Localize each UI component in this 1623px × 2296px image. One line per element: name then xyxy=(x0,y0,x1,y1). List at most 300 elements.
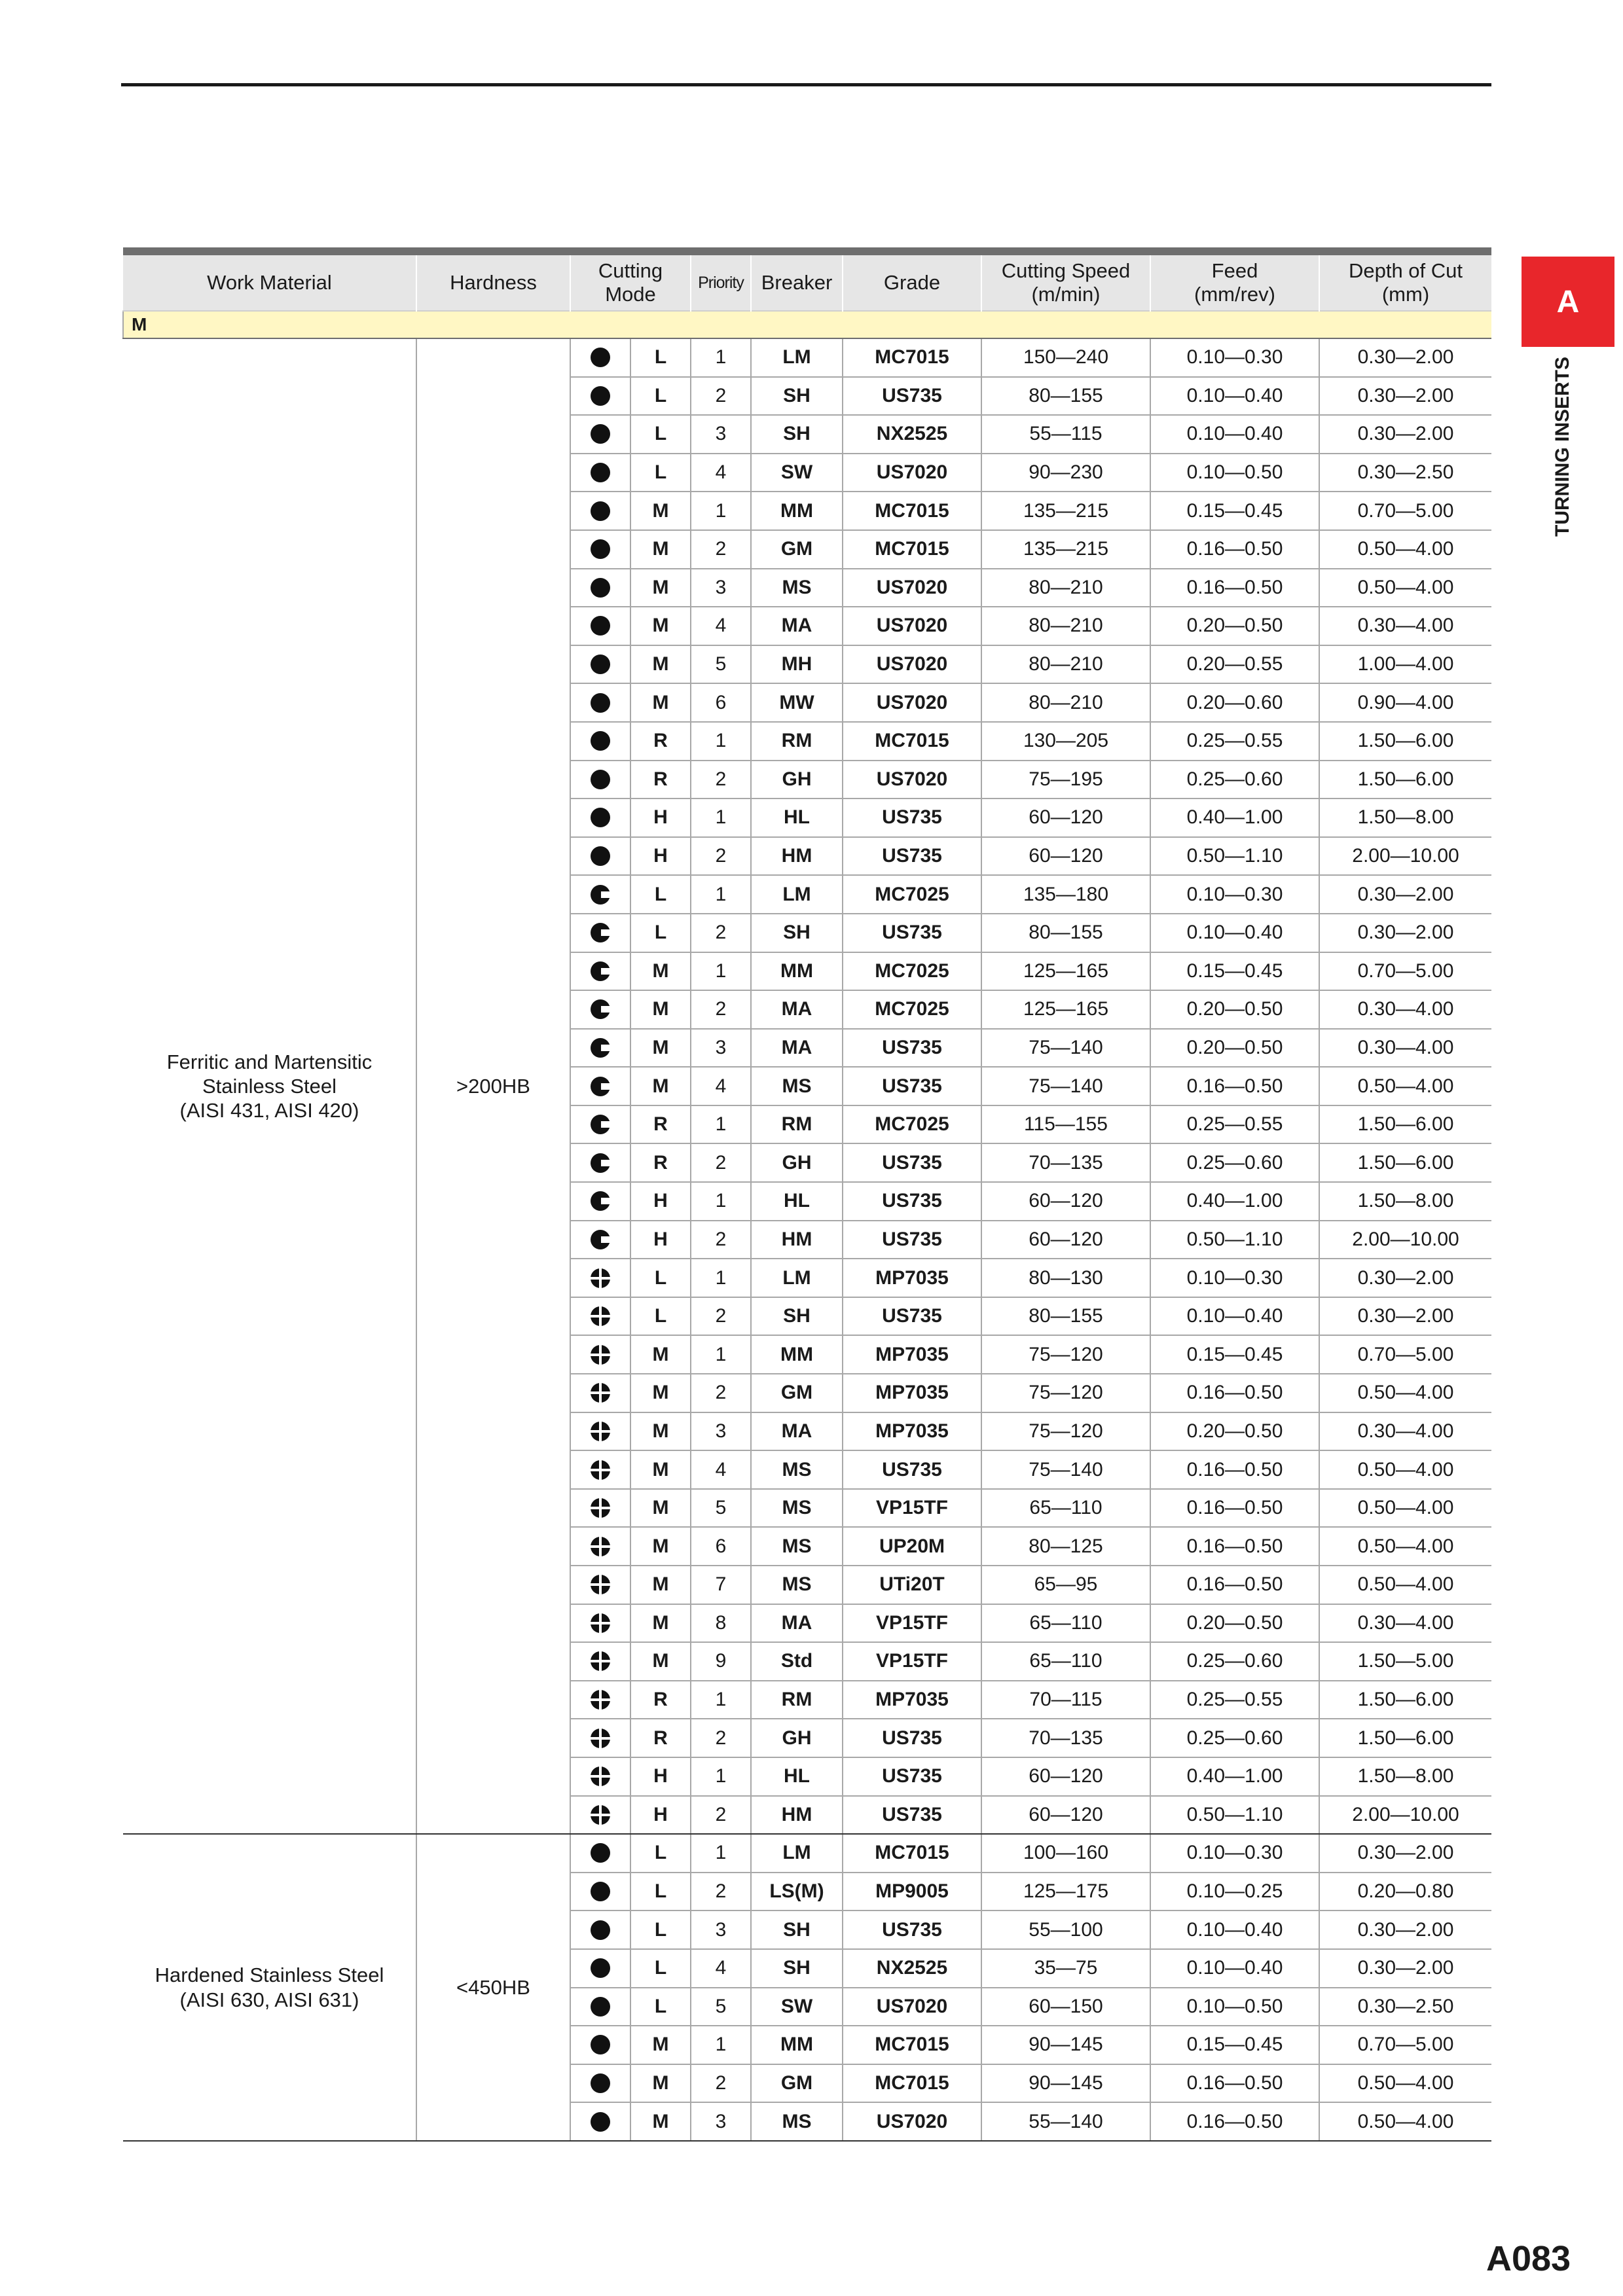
table-row xyxy=(123,338,1491,377)
solid-circle-icon xyxy=(570,607,630,645)
solid-circle-icon xyxy=(589,730,611,752)
mode-letter-cell: M xyxy=(630,530,691,569)
solid-circle-icon xyxy=(589,385,611,407)
header-feed-line2: (mm/rev) xyxy=(1194,283,1275,306)
solid-circle-icon xyxy=(589,500,611,522)
solid-circle-icon xyxy=(570,722,630,761)
cutting-speed-cell: 55—115 xyxy=(981,415,1150,454)
grade-cell: US735 xyxy=(843,1143,981,1182)
depth-of-cut-cell: 1.50—6.00 xyxy=(1319,1143,1491,1182)
feed-cell: 0.10—0.40 xyxy=(1150,377,1319,416)
grade-cell: US7020 xyxy=(843,2102,981,2141)
breaker-cell: SH xyxy=(751,415,843,454)
cross-circle-icon xyxy=(570,1796,630,1835)
hardness-cell: >200HB xyxy=(416,338,570,1834)
cross-circle-icon xyxy=(589,1765,611,1787)
feed-cell: 0.25—0.55 xyxy=(1150,1681,1319,1719)
notched-circle-icon xyxy=(589,960,611,982)
solid-circle-icon xyxy=(570,761,630,799)
depth-of-cut-cell: 1.50—6.00 xyxy=(1319,1105,1491,1144)
notched-circle-icon xyxy=(570,1143,630,1182)
grade-cell: MP7035 xyxy=(843,1374,981,1412)
depth-of-cut-cell: 0.30—2.50 xyxy=(1319,1988,1491,2026)
mode-letter-cell: M xyxy=(630,569,691,607)
depth-of-cut-cell: 0.50—4.00 xyxy=(1319,530,1491,569)
grade-cell: MC7025 xyxy=(843,990,981,1029)
priority-cell: 1 xyxy=(691,875,751,914)
breaker-cell: RM xyxy=(751,1105,843,1144)
depth-of-cut-cell: 0.30—4.00 xyxy=(1319,1029,1491,1067)
solid-circle-icon xyxy=(570,798,630,837)
breaker-cell: HL xyxy=(751,1182,843,1221)
grade-cell: US735 xyxy=(843,1450,981,1489)
grade-cell: MC7025 xyxy=(843,1105,981,1144)
cross-circle-icon xyxy=(589,1573,611,1596)
breaker-cell: SH xyxy=(751,377,843,416)
cutting-speed-cell: 80—210 xyxy=(981,645,1150,684)
grade-cell: MP7035 xyxy=(843,1681,981,1719)
header-cap-bar xyxy=(123,247,1491,255)
section-label: TURNING INSERTS xyxy=(1552,356,1573,537)
hardness-cell: <450HB xyxy=(416,1834,570,2141)
cross-circle-icon xyxy=(570,1297,630,1336)
cross-circle-icon xyxy=(570,1412,630,1451)
cross-circle-icon xyxy=(589,1535,611,1558)
cutting-speed-cell: 65—95 xyxy=(981,1566,1150,1604)
mode-letter-cell: M xyxy=(630,1642,691,1681)
priority-cell: 2 xyxy=(691,377,751,416)
depth-of-cut-cell: 0.50—4.00 xyxy=(1319,2064,1491,2103)
grade-cell: MC7015 xyxy=(843,722,981,761)
feed-cell: 0.20—0.50 xyxy=(1150,1604,1319,1643)
mode-letter-cell: R xyxy=(630,1105,691,1144)
cutting-speed-cell: 90—145 xyxy=(981,2026,1150,2064)
grade-cell: MC7015 xyxy=(843,2064,981,2103)
breaker-cell: MS xyxy=(751,1067,843,1105)
breaker-cell: GM xyxy=(751,2064,843,2103)
cross-circle-icon xyxy=(570,1757,630,1796)
breaker-cell: LM xyxy=(751,1834,843,1873)
mode-letter-cell: L xyxy=(630,377,691,416)
solid-circle-icon xyxy=(589,2072,611,2094)
header-speed-line1: Cutting Speed xyxy=(1001,259,1131,283)
cutting-speed-cell: 55—100 xyxy=(981,1910,1150,1949)
feed-cell: 0.20—0.50 xyxy=(1150,1412,1319,1451)
mode-letter-cell: M xyxy=(630,645,691,684)
priority-cell: 1 xyxy=(691,798,751,837)
feed-cell: 0.40—1.00 xyxy=(1150,1757,1319,1796)
solid-circle-icon xyxy=(570,415,630,454)
notched-circle-icon xyxy=(589,1229,611,1251)
depth-of-cut-cell: 0.30—2.00 xyxy=(1319,1259,1491,1297)
feed-cell: 0.10—0.50 xyxy=(1150,454,1319,492)
breaker-cell: SH xyxy=(751,1910,843,1949)
grade-cell: MC7025 xyxy=(843,952,981,991)
depth-of-cut-cell: 0.30—2.00 xyxy=(1319,377,1491,416)
cutting-speed-cell: 70—135 xyxy=(981,1719,1150,1757)
cross-circle-icon xyxy=(589,1382,611,1404)
notched-circle-icon xyxy=(589,1190,611,1212)
priority-cell: 2 xyxy=(691,1796,751,1835)
feed-cell: 0.25—0.60 xyxy=(1150,1143,1319,1182)
section-tab xyxy=(1522,257,1614,347)
priority-cell: 9 xyxy=(691,1642,751,1681)
cutting-speed-cell: 75—120 xyxy=(981,1335,1150,1374)
depth-of-cut-cell: 0.20—0.80 xyxy=(1319,1873,1491,1911)
mode-letter-cell: M xyxy=(630,1067,691,1105)
solid-circle-icon xyxy=(589,692,611,714)
priority-cell: 2 xyxy=(691,761,751,799)
notched-circle-icon xyxy=(589,1037,611,1059)
cutting-speed-cell: 55—140 xyxy=(981,2102,1150,2141)
depth-of-cut-cell: 0.30—2.00 xyxy=(1319,338,1491,377)
depth-of-cut-cell: 0.50—4.00 xyxy=(1319,1374,1491,1412)
feed-cell: 0.20—0.50 xyxy=(1150,607,1319,645)
mode-letter-cell: H xyxy=(630,837,691,876)
priority-cell: 1 xyxy=(691,1757,751,1796)
cutting-speed-cell: 90—145 xyxy=(981,2064,1150,2103)
group-row xyxy=(123,311,1491,338)
notched-circle-icon xyxy=(570,1221,630,1259)
depth-of-cut-cell: 0.30—2.50 xyxy=(1319,454,1491,492)
mode-letter-cell: H xyxy=(630,1182,691,1221)
solid-circle-icon xyxy=(589,346,611,368)
breaker-cell: RM xyxy=(751,1681,843,1719)
top-rule xyxy=(121,83,1491,86)
solid-circle-icon xyxy=(589,1842,611,1864)
depth-of-cut-cell: 1.50—6.00 xyxy=(1319,761,1491,799)
priority-cell: 3 xyxy=(691,1412,751,1451)
priority-cell: 2 xyxy=(691,1221,751,1259)
depth-of-cut-cell: 0.30—4.00 xyxy=(1319,990,1491,1029)
feed-cell: 0.10—0.40 xyxy=(1150,1910,1319,1949)
solid-circle-icon xyxy=(589,1880,611,1903)
cross-circle-icon xyxy=(570,1681,630,1719)
solid-circle-icon xyxy=(570,492,630,530)
feed-cell: 0.16—0.50 xyxy=(1150,2064,1319,2103)
work-material-cell xyxy=(123,338,416,1834)
cutting-speed-cell: 35—75 xyxy=(981,1949,1150,1988)
grade-cell: US735 xyxy=(843,1297,981,1336)
breaker-cell: GM xyxy=(751,1374,843,1412)
solid-circle-icon xyxy=(589,538,611,560)
depth-of-cut-cell: 0.30—4.00 xyxy=(1319,1604,1491,1643)
breaker-cell: MS xyxy=(751,1450,843,1489)
feed-cell: 0.16—0.50 xyxy=(1150,1450,1319,1489)
mode-letter-cell: M xyxy=(630,1374,691,1412)
breaker-cell: MA xyxy=(751,990,843,1029)
grade-cell: US7020 xyxy=(843,645,981,684)
priority-cell: 5 xyxy=(691,1988,751,2026)
mode-letter-cell: M xyxy=(630,1527,691,1566)
cross-circle-icon xyxy=(570,1489,630,1528)
priority-cell: 1 xyxy=(691,722,751,761)
breaker-cell: SH xyxy=(751,914,843,952)
feed-cell: 0.25—0.60 xyxy=(1150,1642,1319,1681)
grade-cell: US735 xyxy=(843,914,981,952)
depth-of-cut-cell: 0.30—2.00 xyxy=(1319,875,1491,914)
cutting-speed-cell: 90—230 xyxy=(981,454,1150,492)
feed-cell: 0.10—0.40 xyxy=(1150,1949,1319,1988)
grade-cell: MC7015 xyxy=(843,338,981,377)
cutting-speed-cell: 135—215 xyxy=(981,492,1150,530)
cross-circle-icon xyxy=(589,1650,611,1672)
breaker-cell: MM xyxy=(751,1335,843,1374)
solid-circle-icon xyxy=(589,1919,611,1941)
cross-circle-icon xyxy=(570,1374,630,1412)
cutting-speed-cell: 60—120 xyxy=(981,1796,1150,1835)
feed-cell: 0.15—0.45 xyxy=(1150,952,1319,991)
solid-circle-icon xyxy=(589,1957,611,1979)
priority-cell: 2 xyxy=(691,990,751,1029)
priority-cell: 2 xyxy=(691,1297,751,1336)
cross-circle-icon xyxy=(589,1305,611,1327)
depth-of-cut-cell: 0.50—4.00 xyxy=(1319,1489,1491,1528)
grade-cell: US7020 xyxy=(843,1988,981,2026)
feed-cell: 0.15—0.45 xyxy=(1150,2026,1319,2064)
cross-circle-icon xyxy=(589,1267,611,1289)
breaker-cell: SW xyxy=(751,454,843,492)
breaker-cell: LM xyxy=(751,338,843,377)
solid-circle-icon xyxy=(570,2026,630,2064)
mode-letter-cell: L xyxy=(630,1910,691,1949)
breaker-cell: Std xyxy=(751,1642,843,1681)
cross-circle-icon xyxy=(570,1604,630,1643)
priority-cell: 2 xyxy=(691,1873,751,1911)
mode-letter-cell: R xyxy=(630,761,691,799)
grade-cell: NX2525 xyxy=(843,1949,981,1988)
grade-cell: US735 xyxy=(843,377,981,416)
work-material-line: Ferritic and Martensitic xyxy=(166,1050,373,1073)
breaker-cell: MS xyxy=(751,1489,843,1528)
cutting-speed-cell: 80—155 xyxy=(981,914,1150,952)
cutting-speed-cell: 60—120 xyxy=(981,837,1150,876)
mode-letter-cell: R xyxy=(630,1143,691,1182)
cutting-speed-cell: 75—120 xyxy=(981,1412,1150,1451)
breaker-cell: SH xyxy=(751,1949,843,1988)
depth-of-cut-cell: 1.00—4.00 xyxy=(1319,645,1491,684)
header-grade: Grade xyxy=(843,255,981,311)
feed-cell: 0.16—0.50 xyxy=(1150,1527,1319,1566)
notched-circle-icon xyxy=(589,884,611,906)
breaker-cell: LS(M) xyxy=(751,1873,843,1911)
cutting-speed-cell: 70—115 xyxy=(981,1681,1150,1719)
solid-circle-icon xyxy=(589,577,611,599)
section-tab-letter: A xyxy=(1556,284,1580,319)
cross-circle-icon xyxy=(589,1612,611,1634)
cutting-speed-cell: 65—110 xyxy=(981,1642,1150,1681)
priority-cell: 5 xyxy=(691,645,751,684)
priority-cell: 1 xyxy=(691,1681,751,1719)
breaker-cell: HL xyxy=(751,798,843,837)
solid-circle-icon xyxy=(570,454,630,492)
solid-circle-icon xyxy=(570,530,630,569)
depth-of-cut-cell: 0.30—2.00 xyxy=(1319,914,1491,952)
notched-circle-icon xyxy=(570,1029,630,1067)
cutting-speed-cell: 75—140 xyxy=(981,1450,1150,1489)
feed-cell: 0.15—0.45 xyxy=(1150,1335,1319,1374)
feed-cell: 0.50—1.10 xyxy=(1150,1796,1319,1835)
depth-of-cut-cell: 0.70—5.00 xyxy=(1319,952,1491,991)
priority-cell: 7 xyxy=(691,1566,751,1604)
mode-letter-cell: M xyxy=(630,1029,691,1067)
priority-cell: 1 xyxy=(691,1182,751,1221)
header-priority: Priority xyxy=(691,255,751,311)
cutting-speed-cell: 80—210 xyxy=(981,683,1150,722)
priority-cell: 6 xyxy=(691,1527,751,1566)
feed-cell: 0.20—0.60 xyxy=(1150,683,1319,722)
mode-letter-cell: M xyxy=(630,1489,691,1528)
notched-circle-icon xyxy=(570,1182,630,1221)
mode-letter-cell: L xyxy=(630,875,691,914)
priority-cell: 1 xyxy=(691,2026,751,2064)
header-speed-line2: (m/min) xyxy=(1031,283,1101,306)
breaker-cell: MA xyxy=(751,607,843,645)
depth-of-cut-cell: 1.50—8.00 xyxy=(1319,1757,1491,1796)
priority-cell: 2 xyxy=(691,1719,751,1757)
priority-cell: 3 xyxy=(691,569,751,607)
cutting-speed-cell: 70—135 xyxy=(981,1143,1150,1182)
depth-of-cut-cell: 0.30—2.00 xyxy=(1319,1297,1491,1336)
priority-cell: 6 xyxy=(691,683,751,722)
mode-letter-cell: L xyxy=(630,1988,691,2026)
breaker-cell: MM xyxy=(751,2026,843,2064)
depth-of-cut-cell: 0.70—5.00 xyxy=(1319,2026,1491,2064)
grade-cell: MC7025 xyxy=(843,875,981,914)
mode-letter-cell: M xyxy=(630,683,691,722)
feed-cell: 0.10—0.30 xyxy=(1150,338,1319,377)
solid-circle-icon xyxy=(570,338,630,377)
breaker-cell: MH xyxy=(751,645,843,684)
header-cutting-mode-line1: Cutting xyxy=(598,259,663,283)
solid-circle-icon xyxy=(570,1834,630,1873)
breaker-cell: GH xyxy=(751,1143,843,1182)
feed-cell: 0.16—0.50 xyxy=(1150,1374,1319,1412)
breaker-cell: HM xyxy=(751,837,843,876)
cross-circle-icon xyxy=(570,1450,630,1489)
depth-of-cut-cell: 0.50—4.00 xyxy=(1319,1527,1491,1566)
cutting-speed-cell: 80—210 xyxy=(981,607,1150,645)
work-material-cell xyxy=(123,1834,416,2141)
priority-cell: 1 xyxy=(691,952,751,991)
depth-of-cut-cell: 0.70—5.00 xyxy=(1319,1335,1491,1374)
breaker-cell: GH xyxy=(751,761,843,799)
cutting-speed-cell: 80—155 xyxy=(981,377,1150,416)
priority-cell: 2 xyxy=(691,1374,751,1412)
grade-cell: US735 xyxy=(843,1910,981,1949)
mode-letter-cell: R xyxy=(630,722,691,761)
breaker-cell: MM xyxy=(751,492,843,530)
solid-circle-icon xyxy=(589,461,611,484)
feed-cell: 0.15—0.45 xyxy=(1150,492,1319,530)
breaker-cell: MA xyxy=(751,1412,843,1451)
breaker-cell: LM xyxy=(751,875,843,914)
grade-cell: VP15TF xyxy=(843,1489,981,1528)
mode-letter-cell: M xyxy=(630,1566,691,1604)
cross-circle-icon xyxy=(589,1420,611,1443)
grade-cell: VP15TF xyxy=(843,1642,981,1681)
feed-cell: 0.40—1.00 xyxy=(1150,798,1319,837)
solid-circle-icon xyxy=(570,1988,630,2026)
priority-cell: 3 xyxy=(691,2102,751,2141)
table-body xyxy=(123,338,1491,2141)
grade-cell: US735 xyxy=(843,1757,981,1796)
solid-circle-icon xyxy=(570,1873,630,1911)
depth-of-cut-cell: 1.50—8.00 xyxy=(1319,798,1491,837)
cross-circle-icon xyxy=(570,1566,630,1604)
header-breaker: Breaker xyxy=(751,255,843,311)
feed-cell: 0.20—0.55 xyxy=(1150,645,1319,684)
feed-cell: 0.10—0.30 xyxy=(1150,1834,1319,1873)
solid-circle-icon xyxy=(570,2102,630,2141)
solid-circle-icon xyxy=(570,837,630,876)
notched-circle-icon xyxy=(589,1113,611,1136)
mode-letter-cell: M xyxy=(630,1604,691,1643)
priority-cell: 1 xyxy=(691,1259,751,1297)
depth-of-cut-cell: 1.50—6.00 xyxy=(1319,1681,1491,1719)
work-material-line: (AISI 630, AISI 631) xyxy=(179,1988,359,2011)
cutting-speed-cell: 75—120 xyxy=(981,1374,1150,1412)
cross-circle-icon xyxy=(570,1527,630,1566)
depth-of-cut-cell: 0.50—4.00 xyxy=(1319,1450,1491,1489)
solid-circle-icon xyxy=(570,2064,630,2103)
cutting-speed-cell: 80—155 xyxy=(981,1297,1150,1336)
grade-cell: US735 xyxy=(843,798,981,837)
grade-cell: US735 xyxy=(843,1719,981,1757)
mode-letter-cell: M xyxy=(630,2064,691,2103)
grade-cell: MP7035 xyxy=(843,1335,981,1374)
breaker-cell: SH xyxy=(751,1297,843,1336)
priority-cell: 1 xyxy=(691,1335,751,1374)
depth-of-cut-cell: 2.00—10.00 xyxy=(1319,1796,1491,1835)
notched-circle-icon xyxy=(570,875,630,914)
depth-of-cut-cell: 1.50—8.00 xyxy=(1319,1182,1491,1221)
solid-circle-icon xyxy=(589,806,611,829)
notched-circle-icon xyxy=(589,922,611,944)
solid-circle-icon xyxy=(589,653,611,675)
cutting-speed-cell: 135—215 xyxy=(981,530,1150,569)
work-material-line: (AISI 431, AISI 420) xyxy=(179,1099,359,1122)
breaker-cell: GH xyxy=(751,1719,843,1757)
header-hardness: Hardness xyxy=(416,255,570,311)
breaker-cell: MW xyxy=(751,683,843,722)
priority-cell: 3 xyxy=(691,415,751,454)
notched-circle-icon xyxy=(570,990,630,1029)
grade-cell: US735 xyxy=(843,1067,981,1105)
breaker-cell: MA xyxy=(751,1029,843,1067)
cutting-speed-cell: 75—195 xyxy=(981,761,1150,799)
priority-cell: 5 xyxy=(691,1489,751,1528)
depth-of-cut-cell: 0.50—4.00 xyxy=(1319,569,1491,607)
priority-cell: 3 xyxy=(691,1029,751,1067)
depth-of-cut-cell: 2.00—10.00 xyxy=(1319,1221,1491,1259)
priority-cell: 4 xyxy=(691,1067,751,1105)
mode-letter-cell: M xyxy=(630,952,691,991)
cutting-speed-cell: 115—155 xyxy=(981,1105,1150,1144)
grade-cell: MC7015 xyxy=(843,2026,981,2064)
header-cutting-mode xyxy=(570,255,691,311)
grade-cell: MP7035 xyxy=(843,1412,981,1451)
cutting-speed-cell: 150—240 xyxy=(981,338,1150,377)
notched-circle-icon xyxy=(570,914,630,952)
depth-of-cut-cell: 0.30—2.00 xyxy=(1319,1834,1491,1873)
solid-circle-icon xyxy=(570,1949,630,1988)
breaker-cell: SW xyxy=(751,1988,843,2026)
depth-of-cut-cell: 0.50—4.00 xyxy=(1319,1566,1491,1604)
grade-cell: NX2525 xyxy=(843,415,981,454)
header-cutting-mode-line2: Mode xyxy=(605,283,656,306)
cutting-speed-cell: 125—165 xyxy=(981,952,1150,991)
